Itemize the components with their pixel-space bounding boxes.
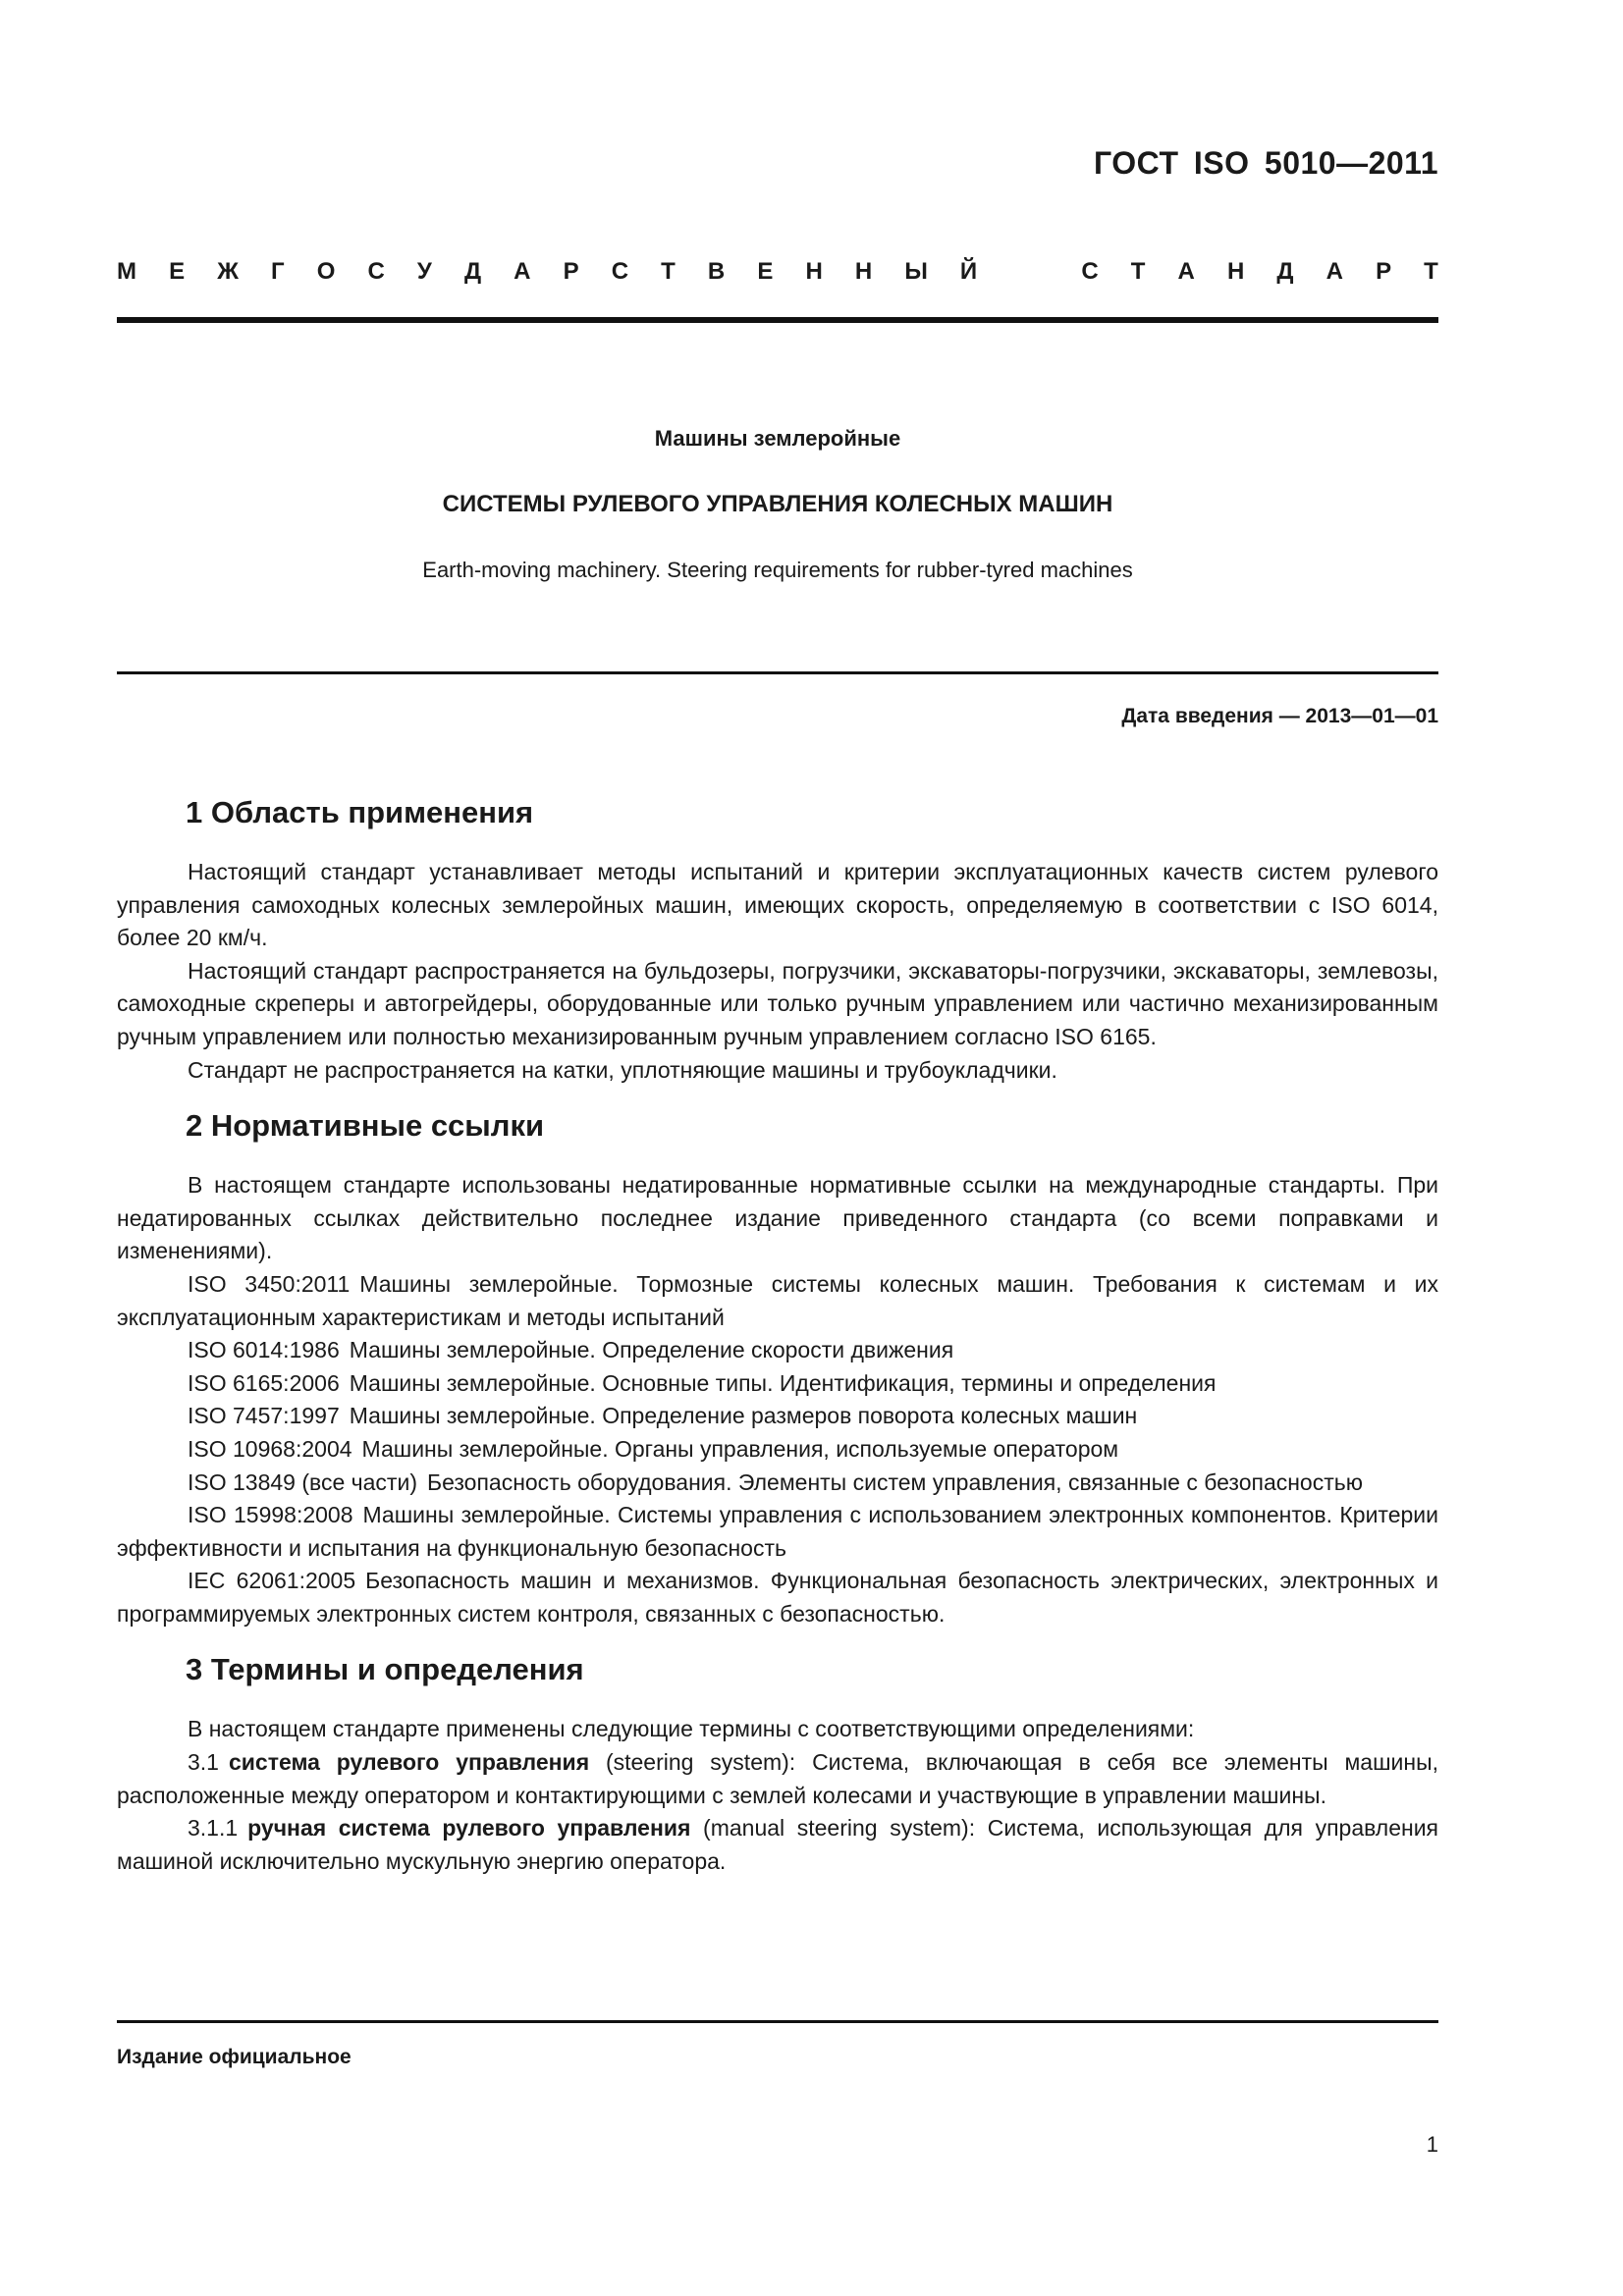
reference-item: [117, 1268, 1438, 1334]
title-machines: Машины землеройные: [654, 426, 901, 451]
term-definition: [117, 1812, 1438, 1878]
banner-letter: Н: [1226, 258, 1245, 285]
paragraph: Настоящий стандарт распространяется на бульдозеры, погрузчики, экскаваторы-погрузчики, экскаваторы, землевозы, самоходные скреперы и автогрейдеры, оборудованные или только ручным управлением или частично механизированным ручным управлением или полностью механизированным ручным управлением согласно ISO 6165.: [117, 957, 1438, 1049]
term-number: 3.1: [188, 1749, 219, 1776]
reference-item: [117, 1400, 1438, 1433]
reference-item: [117, 1334, 1438, 1367]
term-text: Система, включающая в себя все элементы машины, расположенные между оператором и контактирующими с землей колесами и участвующие в управлении машины.: [117, 1749, 1439, 1808]
paragraph: Стандарт не распространяется на катки, уплотняющие машины и трубоукладчики.: [188, 1056, 1057, 1083]
term-text: Система, использующая для управления машиной исключительно мускульную энергию оператора.: [117, 1815, 1439, 1874]
banner-letter: Т: [1424, 258, 1438, 285]
paragraph: Настоящий стандарт устанавливает методы испытаний и критерии эксплуатационных качеств систем рулевого управления самоходных колесных землеройных машин, имеющих скорость, определяемую в соответствии с ISO 6014, более 20 км/ч.: [117, 859, 1438, 951]
reference-title: Машины землеройные. Основные типы. Идентификация, термины и определения: [349, 1369, 1217, 1396]
heading-gap: [117, 1691, 1438, 1713]
term-name: система рулевого управления: [228, 1749, 590, 1776]
reference-title: Безопасность оборудования. Элементы систем управления, связанные с безопасностью: [426, 1468, 1363, 1495]
banner-letter: С: [1081, 258, 1099, 285]
banner-letter: Д: [1276, 258, 1294, 285]
gost-code: ГОСТ ISO 5010—2011: [1094, 145, 1438, 181]
reference-code: ISO 3450:2011: [188, 1270, 351, 1297]
reference-code: ISO 13849 (все части): [188, 1468, 417, 1495]
banner-letter: О: [316, 258, 336, 285]
banner-letter: Т: [1130, 258, 1146, 285]
section-heading-references: 2 Нормативные ссылки: [186, 1108, 545, 1144]
interstate-standard-banner: [117, 258, 1438, 286]
banner-letter: М: [117, 258, 136, 285]
term-english: (manual steering system):: [703, 1815, 976, 1842]
term-english: (steering system):: [605, 1749, 796, 1776]
introduction-date: Дата введения — 2013—01—01: [1121, 705, 1438, 727]
banner-letter: Й: [959, 258, 978, 285]
reference-code: IEC 62061:2005: [188, 1568, 356, 1594]
banner-letter: Г: [271, 258, 285, 285]
banner-letter: Е: [757, 258, 774, 285]
footer-divider: [117, 2020, 1438, 2023]
document-page: [117, 0, 1438, 2296]
banner-letter: А: [514, 258, 531, 285]
banner-letter: Ы: [904, 258, 928, 285]
reference-code: ISO 15998:2008: [188, 1502, 353, 1528]
reference-title: Машины землеройные. Тормозные системы колесных машин. Требования к системам и их эксплуатационным характеристикам и методы испытаний: [117, 1270, 1438, 1330]
banner-letter: С: [611, 258, 629, 285]
title-divider: [117, 671, 1438, 674]
header-divider: [117, 317, 1438, 323]
section-heading-scope: 1 Область применения: [186, 795, 534, 829]
title-systems: СИСТЕМЫ РУЛЕВОГО УПРАВЛЕНИЯ КОЛЕСНЫХ МАШИН: [442, 491, 1113, 517]
banner-word-gap: [1009, 258, 1049, 286]
reference-item: [117, 1499, 1438, 1565]
banner-letter: У: [416, 258, 432, 285]
reference-item: [117, 1367, 1438, 1401]
banner-letter: Т: [661, 258, 676, 285]
paragraph: В настоящем стандарте применены следующие термины с соответствующими определениями:: [188, 1716, 1195, 1742]
paragraph: В настоящем стандарте использованы недатированные нормативные ссылки на международные стандарты. При недатированных ссылках действительно последнее издание приведенного стандарта (со всеми поправками и изменениями).: [117, 1172, 1438, 1264]
title-english: Earth-moving machinery. Steering requirements for rubber-tyred machines: [422, 558, 1133, 582]
banner-letter: Р: [1376, 258, 1392, 285]
term-definition: [117, 1746, 1438, 1812]
reference-code: ISO 6165:2006: [188, 1369, 340, 1396]
banner-letter: Н: [805, 258, 823, 285]
reference-item: [117, 1467, 1438, 1500]
term-number: 3.1.1: [188, 1815, 239, 1842]
reference-item: [117, 1433, 1438, 1467]
reference-code: ISO 7457:1997: [188, 1403, 340, 1429]
banner-letter: Р: [563, 258, 579, 285]
reference-item: [117, 1565, 1438, 1630]
page-number: 1: [1426, 2132, 1438, 2157]
reference-title: Машины землеройные. Системы управления с использованием электронных компонентов. Критерии эффективности и испытания на функциональную безопасность: [117, 1502, 1438, 1561]
heading-gap: [117, 1148, 1438, 1169]
section-heading-terms: 3 Термины и определения: [186, 1652, 584, 1687]
banner-letter: Е: [169, 258, 186, 285]
reference-code: ISO 10968:2004: [188, 1435, 352, 1462]
reference-title: Машины землеройные. Определение скорости движения: [349, 1337, 954, 1363]
reference-title: Машины землеройные. Определение размеров поворота колесных машин: [349, 1403, 1138, 1429]
banner-letter: Ж: [217, 258, 239, 285]
official-edition-label: Издание официальное: [117, 2046, 352, 2068]
document-body: [117, 791, 1438, 1878]
heading-gap: [117, 834, 1438, 856]
banner-letter: А: [1177, 258, 1195, 285]
banner-letter: А: [1325, 258, 1343, 285]
banner-letter: В: [707, 258, 726, 285]
banner-letter: Н: [854, 258, 873, 285]
reference-code: ISO 6014:1986: [188, 1337, 340, 1363]
banner-letter: С: [367, 258, 385, 285]
term-name: ручная система рулевого управления: [247, 1815, 691, 1842]
banner-letter: Д: [463, 258, 482, 285]
reference-title: Машины землеройные. Органы управления, используемые оператором: [361, 1435, 1119, 1462]
reference-title: Безопасность машин и механизмов. Функциональная безопасность электрических, электронных и программируемых электронных систем контроля, связанных с безопасностью.: [117, 1568, 1438, 1627]
